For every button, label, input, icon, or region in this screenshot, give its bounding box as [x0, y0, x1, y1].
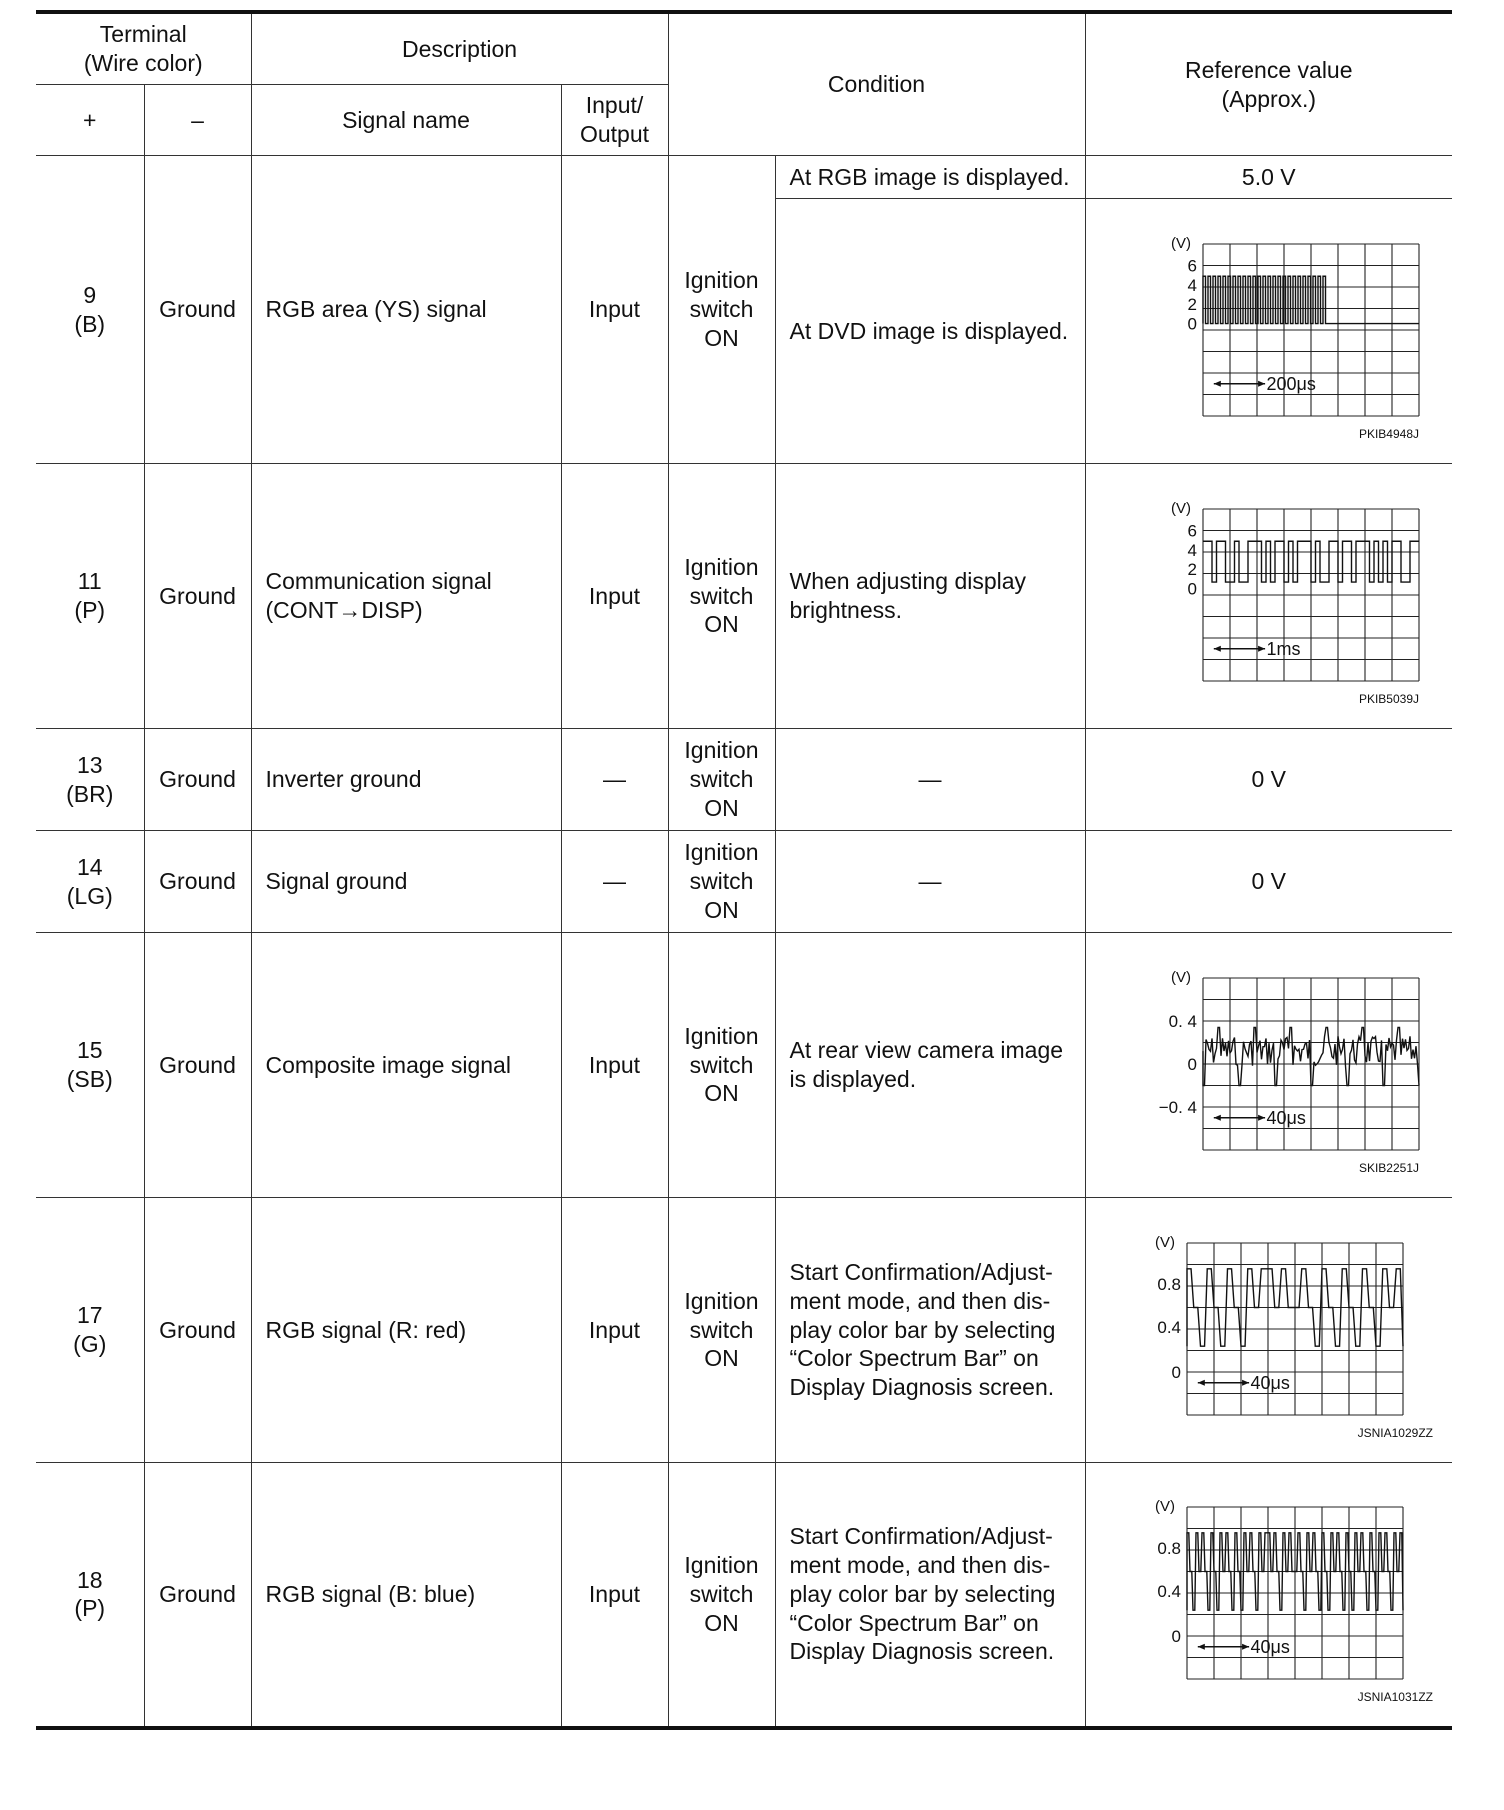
terminal-number: 14 (LG) [36, 831, 144, 933]
y-tick-label: 0.4 [1157, 1317, 1181, 1337]
y-axis-unit: (V) [1154, 1498, 1175, 1516]
signal-trace [1203, 541, 1419, 582]
ignition-condition: Ignition switch ON [668, 933, 775, 1198]
waveform-chart [1119, 216, 1419, 446]
y-tick-label: 6 [1187, 521, 1197, 541]
signal-name: Inverter ground [251, 729, 561, 831]
table-row [36, 464, 1452, 729]
header-description: Description [251, 12, 668, 85]
table-row [36, 156, 1452, 199]
reference-value: 0 V [1085, 729, 1452, 831]
ignition-condition: Ignition switch ON [668, 1463, 775, 1728]
figure-code: SKIB2251J [1358, 1161, 1419, 1175]
waveform-cell [1085, 933, 1452, 1198]
waveform-chart [1119, 481, 1419, 711]
reference-value: 5.0 V [1085, 156, 1452, 199]
y-tick-label: 2 [1187, 295, 1197, 315]
input-output: Input [561, 464, 668, 729]
y-tick-label: 2 [1187, 560, 1197, 580]
terminal-number: 11 (P) [36, 464, 144, 729]
time-scale-label: 1ms [1266, 638, 1301, 659]
y-tick-label: 4 [1187, 275, 1197, 295]
y-tick-label: 6 [1187, 256, 1197, 276]
input-output: — [561, 831, 668, 933]
waveform-cell [1085, 199, 1452, 464]
ground-terminal: Ground [144, 464, 251, 729]
ignition-condition: Ignition switch ON [668, 831, 775, 933]
waveform-chart [1119, 1215, 1433, 1445]
time-scale-label: 40μs [1266, 1107, 1306, 1128]
time-scale-label: 40μs [1250, 1372, 1290, 1393]
signal-name: RGB area (YS) signal [251, 156, 561, 464]
y-axis-unit: (V) [1170, 500, 1191, 517]
y-tick-label: 0.8 [1157, 1539, 1181, 1559]
ground-terminal: Ground [144, 933, 251, 1198]
table-row [36, 933, 1452, 1198]
table-row [36, 1463, 1452, 1728]
waveform-cell [1085, 464, 1452, 729]
signal-name: RGB signal (R: red) [251, 1198, 561, 1463]
arrow-left-icon [1198, 1380, 1205, 1386]
waveform-cell [1085, 1198, 1452, 1463]
y-tick-label: 0.8 [1157, 1274, 1181, 1294]
waveform-chart [1119, 950, 1419, 1180]
y-axis-unit: (V) [1170, 235, 1191, 252]
arrow-left-icon [1214, 1115, 1221, 1121]
input-output: Input [561, 1463, 668, 1728]
terminal-number: 9 (B) [36, 156, 144, 464]
table-row [36, 1198, 1452, 1463]
y-tick-label: 0 [1171, 1363, 1181, 1382]
reference-value: 0 V [1085, 831, 1452, 933]
header-condition: Condition [668, 12, 1085, 156]
terminal-number: 18 (P) [36, 1463, 144, 1728]
header-plus: + [36, 85, 144, 156]
signal-trace [1203, 276, 1419, 323]
y-tick-label: 0 [1187, 314, 1197, 334]
ground-terminal: Ground [144, 1463, 251, 1728]
arrow-right-icon [1258, 1115, 1265, 1121]
table-row [36, 729, 1452, 831]
figure-code: PKIB4948J [1358, 427, 1419, 441]
terminal-number: 15 (SB) [36, 933, 144, 1198]
signal-name: Communication signal (CONT→DISP) [251, 464, 561, 729]
header-input-output: Input/ Output [561, 85, 668, 156]
figure-code: PKIB5039J [1358, 692, 1419, 706]
input-output: Input [561, 156, 668, 464]
condition-text: — [775, 831, 1085, 933]
condition-text: At DVD image is displayed. [775, 199, 1085, 464]
terminal-number: 17 (G) [36, 1198, 144, 1463]
signal-name: Composite image signal [251, 933, 561, 1198]
waveform-cell [1085, 1463, 1452, 1728]
header-terminal: Terminal (Wire color) [36, 12, 251, 85]
terminal-reference-table [36, 10, 1452, 1730]
condition-text: Start Confirmation/Adjust- ment mode, and then dis- play color bar by selecting “Color Spectrum Bar” on Display Diagnosis screen. [775, 1463, 1085, 1728]
ignition-condition: Ignition switch ON [668, 156, 775, 464]
input-output: Input [561, 1198, 668, 1463]
ground-terminal: Ground [144, 156, 251, 464]
y-tick-label: 4 [1187, 540, 1197, 560]
arrow-right-icon [1258, 646, 1265, 652]
waveform-chart [1119, 1479, 1433, 1709]
condition-text: Start Confirmation/Adjust- ment mode, and then dis- play color bar by selecting “Color Spectrum Bar” on Display Diagnosis screen. [775, 1198, 1085, 1463]
input-output: Input [561, 933, 668, 1198]
arrow-right-icon [1242, 1644, 1249, 1650]
y-tick-label: 0 [1187, 579, 1197, 599]
arrow-left-icon [1198, 1644, 1205, 1650]
y-tick-label: 0 [1187, 1055, 1197, 1074]
header-signal-name: Signal name [251, 85, 561, 156]
y-axis-unit: (V) [1154, 1234, 1175, 1251]
terminal-number: 13 (BR) [36, 729, 144, 831]
signal-name: Signal ground [251, 831, 561, 933]
header-reference-value: Reference value (Approx.) [1085, 12, 1452, 156]
input-output: — [561, 729, 668, 831]
table-row [36, 831, 1452, 933]
figure-code: JSNIA1029ZZ [1357, 1426, 1433, 1440]
condition-text: — [775, 729, 1085, 831]
y-axis-unit: (V) [1170, 969, 1191, 986]
y-tick-label: −0. 4 [1158, 1098, 1197, 1117]
ground-terminal: Ground [144, 729, 251, 831]
header-minus: – [144, 85, 251, 156]
y-tick-label: 0 [1171, 1627, 1181, 1647]
y-tick-label: 0.4 [1157, 1582, 1181, 1602]
arrow-right-icon [1242, 1380, 1249, 1386]
ground-terminal: Ground [144, 831, 251, 933]
signal-name: RGB signal (B: blue) [251, 1463, 561, 1728]
arrow-left-icon [1214, 381, 1221, 387]
ignition-condition: Ignition switch ON [668, 464, 775, 729]
figure-code: JSNIA1031ZZ [1357, 1690, 1433, 1705]
time-scale-label: 40μs [1250, 1637, 1290, 1657]
condition-text: At rear view camera image is displayed. [775, 933, 1085, 1198]
ignition-condition: Ignition switch ON [668, 729, 775, 831]
time-scale-label: 200μs [1266, 373, 1316, 394]
ignition-condition: Ignition switch ON [668, 1198, 775, 1463]
condition-text: When adjusting display brightness. [775, 464, 1085, 729]
condition-text: At RGB image is displayed. [775, 156, 1085, 199]
arrow-left-icon [1214, 646, 1221, 652]
arrow-right-icon [1258, 381, 1265, 387]
y-tick-label: 0. 4 [1168, 1012, 1197, 1031]
ground-terminal: Ground [144, 1198, 251, 1463]
